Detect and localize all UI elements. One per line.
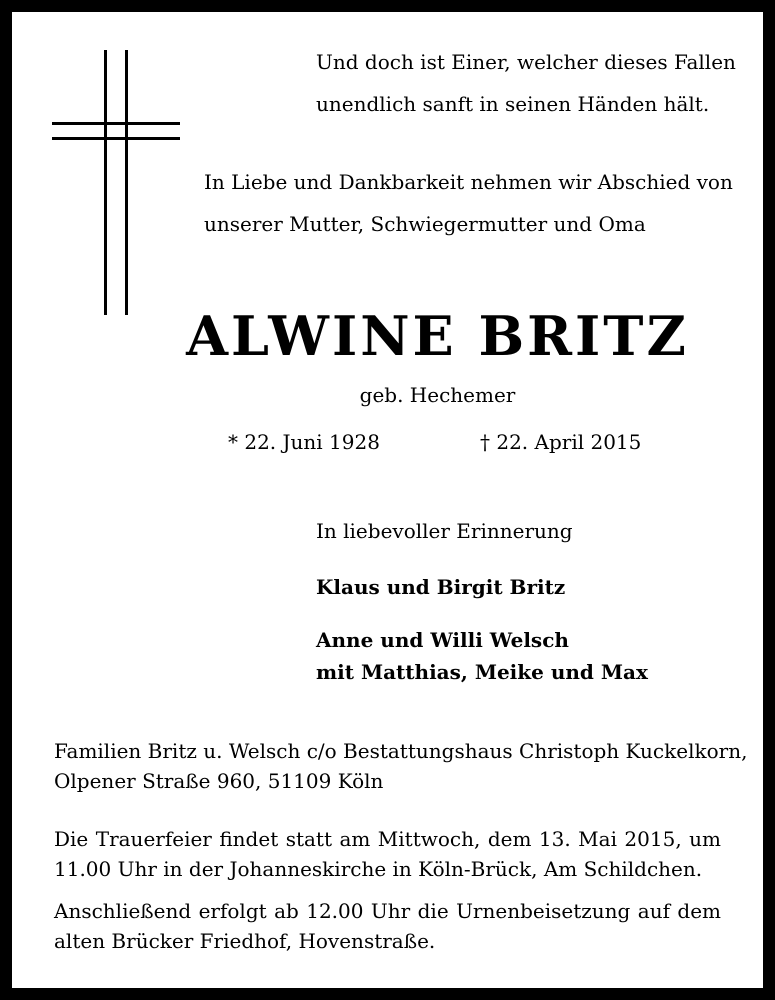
contact-address bbox=[54, 736, 748, 796]
burial-line-2: alten Brücker Friedhof, Hovenstraße. bbox=[54, 929, 436, 953]
motto-line-2: unendlich sanft in seinen Händen hält. bbox=[316, 92, 710, 116]
deceased-name: ALWINE BRITZ bbox=[186, 304, 689, 368]
mourner-family-2-line-1: Anne und Willi Welsch bbox=[316, 628, 569, 652]
contact-line-1: Familien Britz u. Welsch c/o Bestattungshaus Christoph Kuckelkorn, bbox=[54, 739, 748, 763]
mourner-family-2-line-2: mit Matthias, Meike und Max bbox=[316, 660, 648, 684]
burial-info bbox=[54, 896, 721, 956]
ceremony-line-1: Die Trauerfeier findet statt am Mittwoch, dem 13. Mai 2015, um bbox=[54, 827, 721, 851]
intro-line-1: In Liebe und Dankbarkeit nehmen wir Abschied von bbox=[204, 170, 733, 194]
ceremony-line-2: 11.00 Uhr in der Johanneskirche in Köln-Brück, Am Schildchen. bbox=[54, 857, 703, 881]
intro-line-2: unserer Mutter, Schwiegermutter und Oma bbox=[204, 212, 646, 236]
birth-date: * 22. Juni 1928 bbox=[228, 430, 380, 454]
maiden-name: geb. Hechemer bbox=[359, 383, 516, 407]
contact-line-2: Olpener Straße 960, 51109 Köln bbox=[54, 769, 384, 793]
motto-line-1: Und doch ist Einer, welcher dieses Fallen bbox=[316, 50, 736, 74]
cross-icon bbox=[52, 50, 180, 315]
death-date: † 22. April 2015 bbox=[480, 430, 642, 454]
memory-line: In liebevoller Erinnerung bbox=[316, 519, 573, 543]
mourner-family-1: Klaus und Birgit Britz bbox=[316, 575, 566, 599]
ceremony-info bbox=[54, 824, 721, 884]
burial-line-1: Anschließend erfolgt ab 12.00 Uhr die Urnenbeisetzung auf dem bbox=[54, 899, 721, 923]
